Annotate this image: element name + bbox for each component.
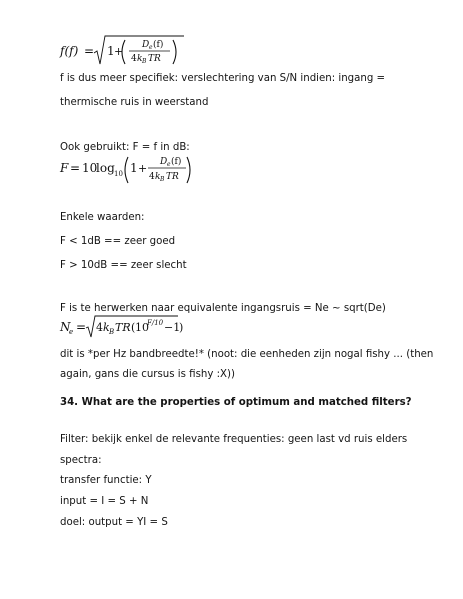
formula-2-lhs: F [60,161,69,175]
formula-3-minus: −1 [164,321,181,334]
formula-3-lhs-sub: e [69,328,74,336]
formula-equivalent-noise [58,315,188,339]
formula-1-lhs: f(f) [60,44,79,58]
formula-3-exp: F/10 [147,319,164,327]
formula-3-k: k [103,321,110,334]
paragraph: Ook gebruikt: F = f in dB: [60,142,190,153]
paren-open [122,40,125,64]
paragraph: F > 10dB == zeer slecht [60,260,187,271]
formula-2-num-sub: e [167,161,171,168]
formula-3-k-sub: B [109,328,115,336]
paragraph: thermische ruis in weerstand [60,97,209,108]
formula-3-rest: TR [115,321,131,334]
formula-2-log-sub: 10 [114,170,123,178]
formula-3-open: ( [131,321,136,334]
formula-2-ten: 10 [82,161,98,175]
formula-1-num: D [142,40,150,50]
formula-2-den-rest: TR [166,172,179,182]
formula-1-one: 1 [107,44,115,58]
formula-noise-figure-db [58,153,188,187]
formula-noise-factor [58,34,188,70]
formula-3-four: 4 [96,321,103,334]
paragraph: dit is *per Hz bandbreedte!* (noot: die eenheden zijn nogal fishy ... (then [60,349,434,360]
paragraph: F < 1dB == zeer goed [60,236,176,247]
paren-close [187,157,190,183]
paragraph: f is dus meer specifiek: verslechtering van S/N indien: ingang = [60,73,386,84]
formula-1-den-rest: TR [148,54,161,64]
formula-2-den-k: k [155,172,161,182]
formula-3-close: ) [179,321,184,334]
formula-2-one: 1 [130,161,138,175]
formula-1-plus: + [114,45,124,58]
paren-open [125,157,128,183]
formula-2-num: D [160,157,168,167]
formula-2-plus: + [138,162,148,175]
formula-2-eq: = [70,161,81,175]
section-heading: 34. What are the properties of optimum and matched filters? [60,397,412,408]
formula-3-lhs: N [60,320,71,334]
formula-1-eq: = [84,44,95,58]
paragraph: transfer functie: Y [60,475,152,486]
formula-3-eq: = [76,320,87,334]
formula-1-num-arg: (f) [153,40,164,50]
paragraph: F is te herwerken naar equivalente ingangsruis = Ne ~ sqrt(De) [60,303,386,314]
formula-3-ten: 10 [135,321,149,334]
paragraph: Filter: bekijk enkel de relevante frequenties: geen last vd ruis elders [60,434,408,445]
formula-2-log: log [96,161,115,175]
paragraph: again, gans die cursus is fishy :X)) [60,369,235,380]
paragraph: doel: output = YI = S [60,517,168,528]
formula-1-num-sub: e [149,44,153,51]
paren-close [173,40,176,64]
formula-1-den-4: 4 [131,54,137,64]
paragraph: Enkele waarden: [60,212,145,223]
formula-1-den-sub: B [142,58,147,65]
formula-2-den-4: 4 [149,172,155,182]
formula-1-den-k: k [137,54,143,64]
paragraph: input = I = S + N [60,496,149,507]
paragraph: spectra: [60,455,102,466]
formula-2-den-sub: B [160,176,165,183]
formula-2-num-arg: (f) [171,157,182,167]
